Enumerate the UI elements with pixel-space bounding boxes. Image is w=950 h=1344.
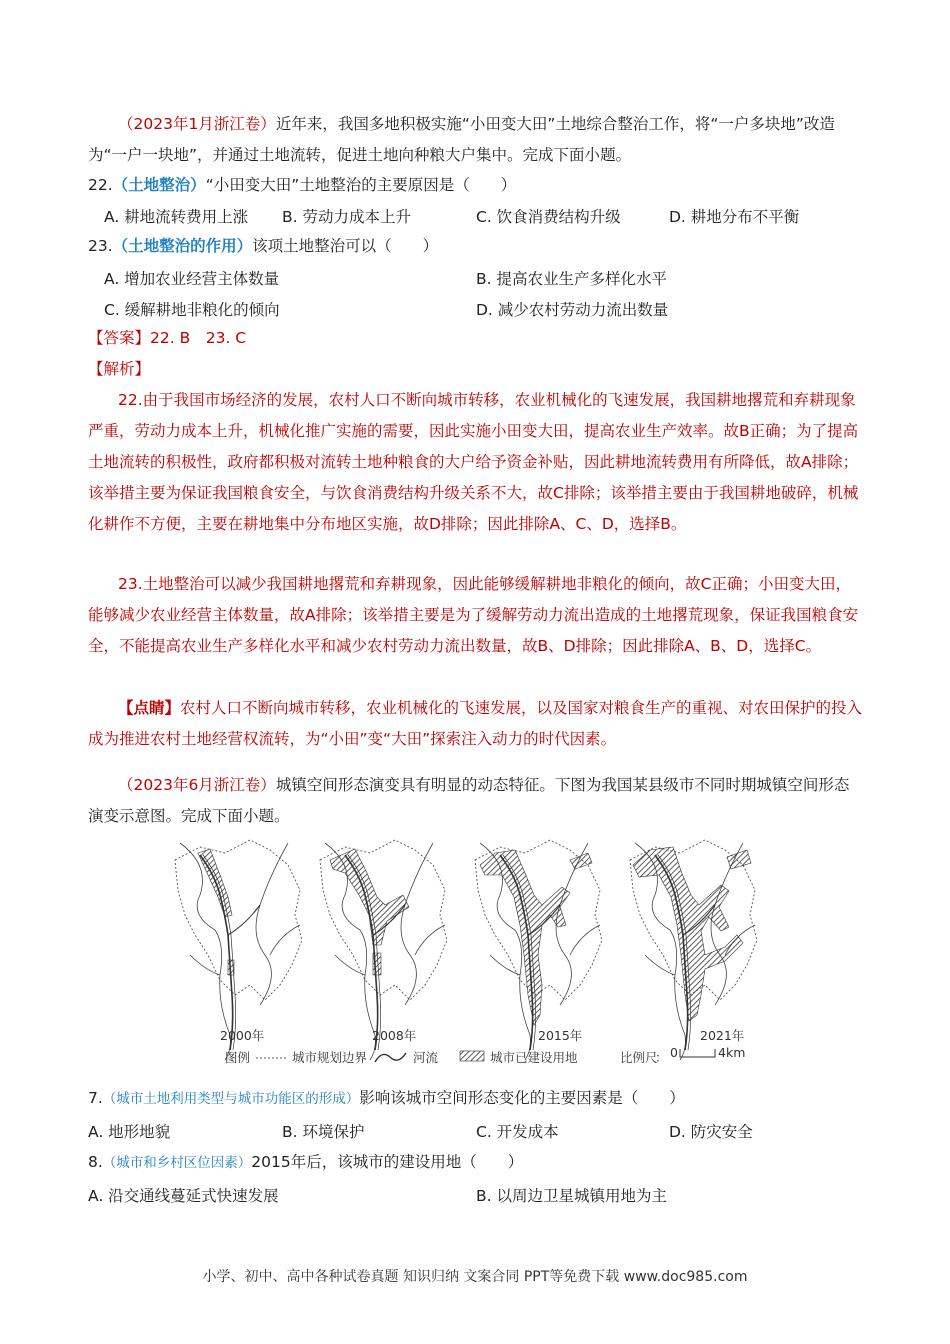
- map-2000: [175, 840, 302, 1060]
- question-7-option-c: C. 开发成本: [476, 1123, 559, 1141]
- year-label-2021: 2021年: [700, 1028, 745, 1043]
- legend-built-swatch: [460, 1051, 484, 1061]
- answer-value: 22. B 23. C: [150, 329, 247, 347]
- svg-text:：: ：: [655, 1050, 668, 1065]
- footer-text: 小学、初中、高中各种试卷真题 知识归纳 文案合同 PPT等免费下载 www.doc985.com: [202, 1269, 748, 1285]
- legend-river-swatch: [375, 1053, 406, 1062]
- scale-label: 比例尺: [620, 1050, 658, 1065]
- question-7-option-b: B. 环境保护: [282, 1123, 365, 1141]
- city-evolution-figure: [170, 835, 790, 1075]
- question-8-option-b: B. 以周边卫星城镇用地为主: [476, 1187, 667, 1205]
- question-22-option-c: C. 饮食消费结构升级: [476, 208, 621, 226]
- passage-1-text: 近年来，我国多地积极实施“小田变大田”土地综合整治工作，将“一户多块地”改造为“一户一块地”，并通过土地流转，促进土地向种粮大户集中。完成下面小题。: [88, 115, 835, 164]
- question-7: [88, 1083, 685, 1115]
- passage-2-source: （2023年6月浙江卷）: [118, 776, 276, 794]
- scale-bar: [680, 1049, 715, 1057]
- scale-zero: 0: [670, 1045, 678, 1060]
- analysis-23: 23.土地整治可以减少我国耕地撂荒和弃耕现象，因此能够缓解耕地非粮化的倾向，故C正确；小田变大田，能够减少农业经营主体数量，故A排除；该举措主要是为了缓解劳动力流出造成的土地撂荒现象，保证我国粮食安全，不能提高农业生产多样化水平和减少农村劳动力流出数量，故B、D排除；因此排除A、B、D，选择C。: [88, 575, 859, 655]
- legend-built: 城市已建设用地: [490, 1050, 578, 1065]
- legend-boundary: 城市规划边界: [292, 1050, 368, 1065]
- question-8-tag: （城市和乡村区位因素）: [102, 1155, 252, 1171]
- question-8: [88, 1147, 523, 1179]
- question-22-number: 22.: [88, 176, 113, 194]
- question-23-option-d: D. 减少农村劳动力流出数量: [476, 301, 669, 319]
- question-8-number: 8.: [88, 1153, 103, 1171]
- year-label-2015: 2015年: [538, 1028, 583, 1043]
- legend-title: 图例: [225, 1050, 251, 1065]
- question-23-stem: 该项土地整治可以（ ）: [252, 237, 439, 255]
- analysis-tip-label: 【点睛】: [118, 699, 181, 717]
- question-7-number: 7.: [88, 1089, 103, 1107]
- passage-1-source: （2023年1月浙江卷）: [118, 115, 276, 133]
- scale-end: 4km: [718, 1045, 746, 1060]
- question-22-tag: （土地整治）: [112, 176, 206, 194]
- question-8-option-a: A. 沿交通线蔓延式快速发展: [88, 1187, 279, 1205]
- year-label-2000: 2000年: [220, 1028, 265, 1043]
- answer-label: 【答案】: [88, 329, 151, 347]
- question-22-stem: “小田变大田”土地整治的主要原因是（ ）: [205, 176, 517, 194]
- map-2008: [320, 840, 447, 1060]
- passage-1: [88, 109, 863, 171]
- year-label-2008: 2008年: [372, 1028, 417, 1043]
- legend-river: 河流: [413, 1050, 439, 1065]
- question-8-stem: 2015年后，该城市的建设用地（ ）: [251, 1153, 524, 1171]
- analysis-tip: [88, 693, 863, 755]
- question-22-option-b: B. 劳动力成本上升: [282, 208, 411, 226]
- map-2015: [475, 840, 602, 1060]
- analysis-tip-text: 农村人口不断向城市转移，农业机械化的飞速发展，以及国家对粮食生产的重视、对农田保护的投入成为推进农村土地经营权流转，为“小田”变“大田”探索注入动力的时代因素。: [88, 699, 863, 748]
- question-23-option-c: C. 缓解耕地非粮化的倾向: [104, 301, 280, 319]
- passage-2: [88, 770, 863, 832]
- answer: [88, 323, 246, 354]
- map-2021: [630, 840, 757, 1060]
- question-23-number: 23.: [88, 237, 113, 255]
- question-7-option-d: D. 防灾安全: [669, 1123, 753, 1141]
- question-23: [88, 231, 438, 262]
- question-23-option-a: A. 增加农业经营主体数量: [104, 270, 280, 288]
- analysis-label: 【解析】: [88, 360, 151, 378]
- question-7-tag: （城市土地利用类型与城市功能区的形成）: [102, 1091, 360, 1107]
- passage-2-text: 城镇空间形态演变具有明显的动态特征。下图为我国某县级市不同时期城镇空间形态演变示意图。完成下面小题。: [88, 776, 850, 825]
- question-7-option-a: A. 地形地貌: [88, 1123, 171, 1141]
- question-23-tag: （土地整治的作用）: [112, 237, 253, 255]
- question-23-option-b: B. 提高农业生产多样化水平: [476, 270, 667, 288]
- question-22: [88, 170, 516, 201]
- question-22-option-d: D. 耕地分布不平衡: [669, 208, 800, 226]
- question-7-stem: 影响该城市空间形态变化的主要因素是（ ）: [359, 1089, 685, 1107]
- question-22-option-a: A. 耕地流转费用上涨: [104, 208, 249, 226]
- analysis-22: 22.由于我国市场经济的发展，农村人口不断向城市转移，农业机械化的飞速发展，我国耕地撂荒和弃耕现象严重，劳动力成本上升，机械化推广实施的需要，因此实施小田变大田，提高农业生产效率。故B正确；为了提高土地流转的积极性，政府都积极对流转土地种粮食的大户给予资金补贴，因此耕地流转费用有所降低，故A排除；该举措主要为保证我国粮食安全，与饮食消费结构升级关系不大，故C排除；该举措主要由于我国耕地破碎，机械化耕作不方便，主要在耕地集中分布地区实施，故D排除；因此排除A、C、D，选择B。: [88, 391, 859, 533]
